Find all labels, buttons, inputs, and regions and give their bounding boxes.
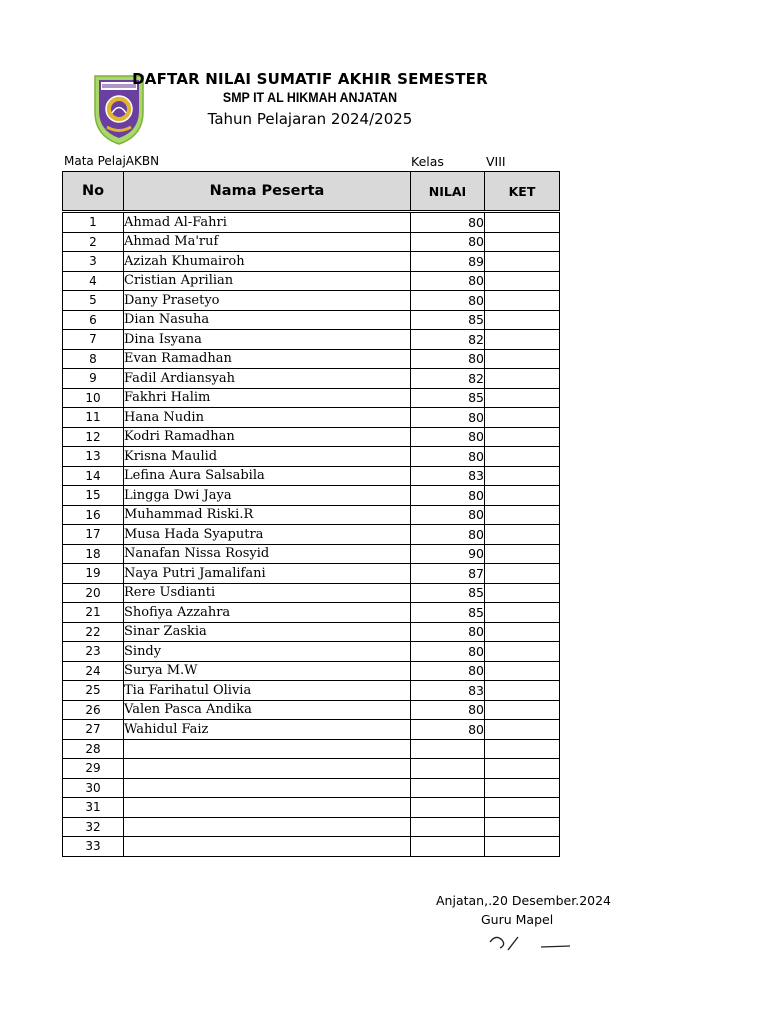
cell-nilai: 80 xyxy=(411,408,485,428)
cell-no: 13 xyxy=(63,447,124,467)
cell-ket xyxy=(485,603,560,623)
cell-nilai: 80 xyxy=(411,291,485,311)
cell-name: Azizah Khumairoh xyxy=(124,252,411,272)
cell-no: 14 xyxy=(63,466,124,486)
cell-no: 3 xyxy=(63,252,124,272)
table-row xyxy=(63,486,560,506)
cell-ket xyxy=(485,330,560,350)
column-header-nilai: NILAI xyxy=(411,172,485,212)
table-row xyxy=(63,291,560,311)
cell-nilai: 85 xyxy=(411,310,485,330)
cell-ket xyxy=(485,388,560,408)
cell-no: 29 xyxy=(63,759,124,779)
cell-ket xyxy=(485,427,560,447)
cell-no: 33 xyxy=(63,837,124,857)
table-row xyxy=(63,349,560,369)
cell-ket xyxy=(485,447,560,467)
cell-ket xyxy=(485,622,560,642)
cell-no: 31 xyxy=(63,798,124,818)
cell-no: 20 xyxy=(63,583,124,603)
cell-ket xyxy=(485,291,560,311)
cell-name: Nanafan Nissa Rosyid xyxy=(124,544,411,564)
cell-nilai: 80 xyxy=(411,505,485,525)
cell-name: Sinar Zaskia xyxy=(124,622,411,642)
cell-ket xyxy=(485,544,560,564)
cell-nilai: 80 xyxy=(411,661,485,681)
cell-no: 22 xyxy=(63,622,124,642)
cell-name: Naya Putri Jamalifani xyxy=(124,564,411,584)
cell-no: 15 xyxy=(63,486,124,506)
cell-ket xyxy=(485,486,560,506)
table-row xyxy=(63,408,560,428)
cell-no: 19 xyxy=(63,564,124,584)
table-row xyxy=(63,817,560,837)
cell-nilai: 80 xyxy=(411,212,485,233)
cell-ket xyxy=(485,564,560,584)
cell-name: Dany Prasetyo xyxy=(124,291,411,311)
table-row xyxy=(63,837,560,857)
table-row xyxy=(63,388,560,408)
cell-name xyxy=(124,837,411,857)
cell-name: Muhammad Riski.R xyxy=(124,505,411,525)
subject-value: AKBN xyxy=(125,154,160,168)
cell-no: 23 xyxy=(63,642,124,662)
table-row xyxy=(63,271,560,291)
cell-nilai: 90 xyxy=(411,544,485,564)
cell-ket xyxy=(485,525,560,545)
cell-ket xyxy=(485,369,560,389)
column-header-ket: KET xyxy=(485,172,560,212)
cell-nilai: 83 xyxy=(411,466,485,486)
cell-nilai: 80 xyxy=(411,720,485,740)
table-row xyxy=(63,739,560,759)
cell-name: Lingga Dwi Jaya xyxy=(124,486,411,506)
cell-nilai: 80 xyxy=(411,271,485,291)
cell-nilai xyxy=(411,817,485,837)
cell-nilai: 87 xyxy=(411,564,485,584)
cell-ket xyxy=(485,700,560,720)
table-row xyxy=(63,622,560,642)
table-row xyxy=(63,564,560,584)
table-body xyxy=(63,212,560,857)
cell-name xyxy=(124,817,411,837)
cell-ket xyxy=(485,661,560,681)
cell-no: 10 xyxy=(63,388,124,408)
cell-name: Dina Isyana xyxy=(124,330,411,350)
cell-nilai: 89 xyxy=(411,252,485,272)
cell-ket xyxy=(485,778,560,798)
signer-role: Guru Mapel xyxy=(481,912,554,927)
table-row xyxy=(63,778,560,798)
cell-ket xyxy=(485,212,560,233)
cell-no: 32 xyxy=(63,817,124,837)
cell-ket xyxy=(485,310,560,330)
table-row xyxy=(63,310,560,330)
cell-name: Cristian Aprilian xyxy=(124,271,411,291)
cell-nilai xyxy=(411,759,485,779)
cell-name: Fakhri Halim xyxy=(124,388,411,408)
table-row xyxy=(63,681,560,701)
cell-ket xyxy=(485,817,560,837)
cell-name: Kodri Ramadhan xyxy=(124,427,411,447)
column-header-name: Nama Peserta xyxy=(124,172,411,212)
subject-line xyxy=(64,154,159,168)
cell-ket xyxy=(485,798,560,818)
cell-ket xyxy=(485,642,560,662)
table-row xyxy=(63,642,560,662)
cell-name: Dian Nasuha xyxy=(124,310,411,330)
place-date: Anjatan,.20 Desember.2024 xyxy=(436,893,612,908)
table-row xyxy=(63,447,560,467)
table-row xyxy=(63,212,560,233)
cell-nilai: 82 xyxy=(411,369,485,389)
cell-name: Fadil Ardiansyah xyxy=(124,369,411,389)
cell-nilai: 80 xyxy=(411,349,485,369)
cell-ket xyxy=(485,837,560,857)
cell-no: 12 xyxy=(63,427,124,447)
cell-ket xyxy=(485,681,560,701)
cell-name xyxy=(124,778,411,798)
table-row xyxy=(63,252,560,272)
cell-name xyxy=(124,739,411,759)
class-label: Kelas xyxy=(411,154,444,169)
cell-no: 26 xyxy=(63,700,124,720)
cell-name: Valen Pasca Andika xyxy=(124,700,411,720)
table-row xyxy=(63,700,560,720)
cell-no: 25 xyxy=(63,681,124,701)
cell-ket xyxy=(485,759,560,779)
cell-no: 16 xyxy=(63,505,124,525)
table-row xyxy=(63,232,560,252)
cell-name: Surya M.W xyxy=(124,661,411,681)
cell-no: 5 xyxy=(63,291,124,311)
cell-nilai: 80 xyxy=(411,700,485,720)
table-row xyxy=(63,798,560,818)
class-value: VIII xyxy=(486,154,506,169)
table-row xyxy=(63,603,560,623)
table-row xyxy=(63,544,560,564)
cell-no: 27 xyxy=(63,720,124,740)
cell-ket xyxy=(485,739,560,759)
cell-no: 18 xyxy=(63,544,124,564)
cell-nilai: 80 xyxy=(411,525,485,545)
cell-nilai xyxy=(411,739,485,759)
cell-nilai xyxy=(411,837,485,857)
table-row xyxy=(63,369,560,389)
cell-no: 4 xyxy=(63,271,124,291)
table-row xyxy=(63,505,560,525)
school-name: SMP IT AL HIKMAH ANJATAN xyxy=(222,90,398,105)
cell-name: Evan Ramadhan xyxy=(124,349,411,369)
table-row xyxy=(63,330,560,350)
table-row xyxy=(63,427,560,447)
cell-ket xyxy=(485,232,560,252)
table-row xyxy=(63,525,560,545)
handwritten-signature-icon xyxy=(486,934,576,954)
cell-no: 24 xyxy=(63,661,124,681)
cell-name: Sindy xyxy=(124,642,411,662)
cell-nilai: 85 xyxy=(411,583,485,603)
cell-name: Wahidul Faiz xyxy=(124,720,411,740)
cell-no: 6 xyxy=(63,310,124,330)
cell-nilai: 80 xyxy=(411,622,485,642)
cell-no: 1 xyxy=(63,212,124,233)
cell-ket xyxy=(485,271,560,291)
cell-no: 17 xyxy=(63,525,124,545)
cell-ket xyxy=(485,349,560,369)
cell-ket xyxy=(485,583,560,603)
cell-name: Musa Hada Syaputra xyxy=(124,525,411,545)
cell-ket xyxy=(485,408,560,428)
cell-nilai: 80 xyxy=(411,447,485,467)
cell-nilai xyxy=(411,778,485,798)
cell-ket xyxy=(485,505,560,525)
cell-ket xyxy=(485,720,560,740)
cell-nilai: 80 xyxy=(411,232,485,252)
cell-no: 8 xyxy=(63,349,124,369)
cell-nilai xyxy=(411,798,485,818)
cell-no: 2 xyxy=(63,232,124,252)
cell-name: Tia Farihatul Olivia xyxy=(124,681,411,701)
cell-nilai: 83 xyxy=(411,681,485,701)
cell-no: 28 xyxy=(63,739,124,759)
grades-table xyxy=(62,171,560,857)
subject-label: Mata Pelaj xyxy=(64,154,126,168)
cell-no: 21 xyxy=(63,603,124,623)
cell-name xyxy=(124,759,411,779)
table-header-row xyxy=(63,172,560,212)
cell-nilai: 85 xyxy=(411,603,485,623)
document-title: DAFTAR NILAI SUMATIF AKHIR SEMESTER xyxy=(132,70,488,88)
cell-name: Ahmad Ma'ruf xyxy=(124,232,411,252)
cell-nilai: 80 xyxy=(411,486,485,506)
table-row xyxy=(63,661,560,681)
cell-name: Hana Nudin xyxy=(124,408,411,428)
cell-nilai: 85 xyxy=(411,388,485,408)
cell-nilai: 80 xyxy=(411,427,485,447)
cell-no: 9 xyxy=(63,369,124,389)
cell-name: Shofiya Azzahra xyxy=(124,603,411,623)
cell-name: Lefina Aura Salsabila xyxy=(124,466,411,486)
cell-ket xyxy=(485,466,560,486)
cell-nilai: 80 xyxy=(411,642,485,662)
cell-name: Rere Usdianti xyxy=(124,583,411,603)
cell-no: 30 xyxy=(63,778,124,798)
table-row xyxy=(63,720,560,740)
cell-no: 11 xyxy=(63,408,124,428)
table-row xyxy=(63,583,560,603)
column-header-no: No xyxy=(63,172,124,212)
cell-name: Ahmad Al-Fahri xyxy=(124,212,411,233)
table-row xyxy=(63,759,560,779)
cell-name xyxy=(124,798,411,818)
cell-name: Krisna Maulid xyxy=(124,447,411,467)
cell-ket xyxy=(485,252,560,272)
academic-year: Tahun Pelajaran 2024/2025 xyxy=(207,110,413,128)
cell-nilai: 82 xyxy=(411,330,485,350)
table-row xyxy=(63,466,560,486)
cell-no: 7 xyxy=(63,330,124,350)
